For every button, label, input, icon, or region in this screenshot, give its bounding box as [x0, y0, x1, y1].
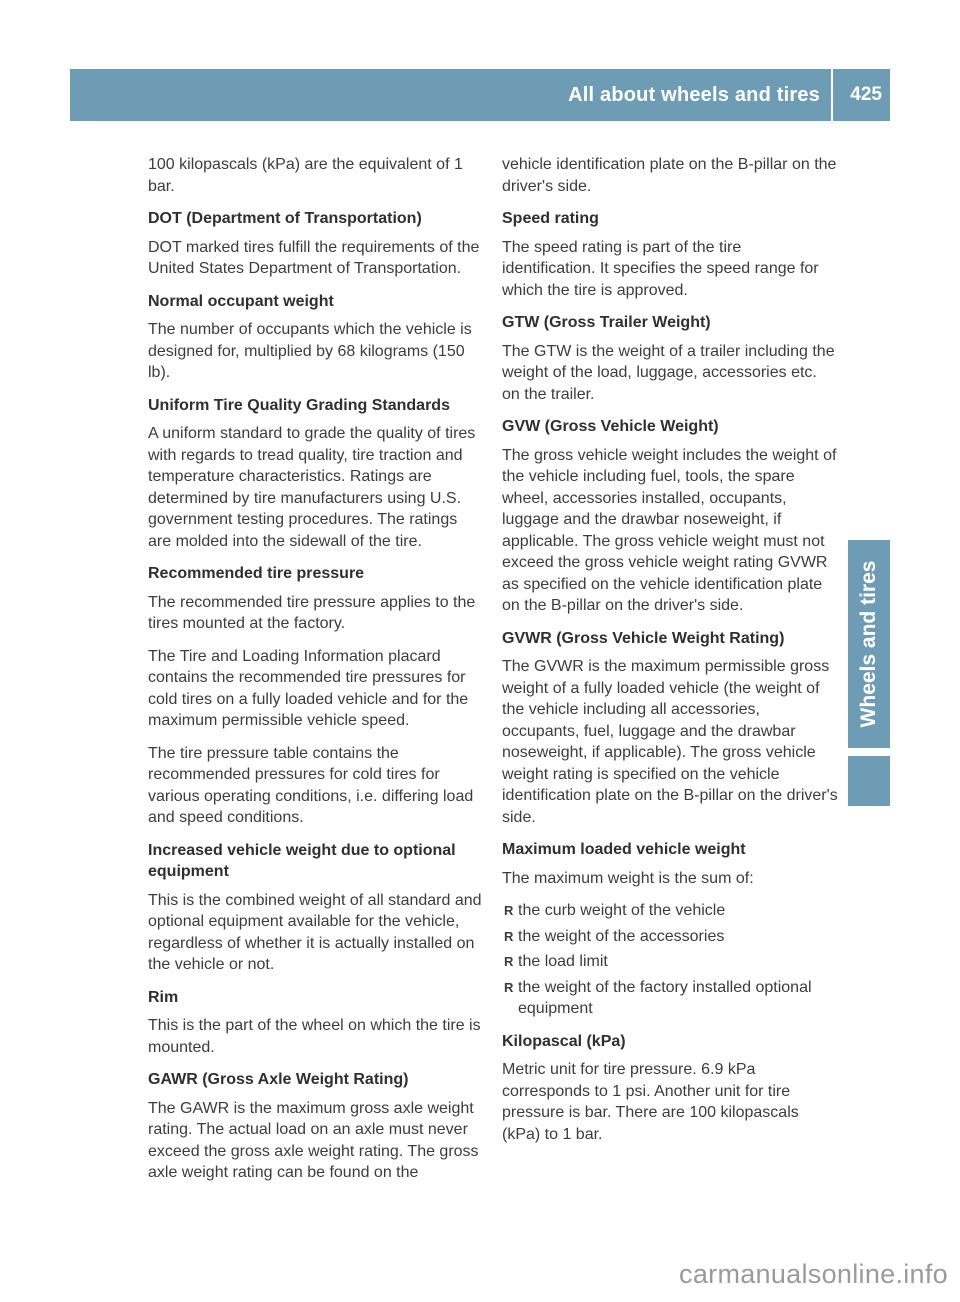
- section-gvwr-gross-vehicle-weight-rating: [502, 628, 838, 829]
- intro-paragraph: vehicle identification plate on the B-pillar on the driver's side.: [502, 156, 837, 195]
- section-heading: DOT (Department of Transportation): [148, 210, 422, 227]
- body-paragraph: The recommended tire pressure applies to the tires mounted at the factory.: [148, 593, 476, 632]
- section-gawr-gross-axle-weight-rating: [148, 1069, 484, 1184]
- section-heading: GTW (Gross Trailer Weight): [502, 314, 711, 331]
- chapter-tab: [848, 540, 890, 748]
- section-heading: GVW (Gross Vehicle Weight): [502, 418, 719, 435]
- section-heading: Uniform Tire Quality Grading Standards: [148, 396, 450, 414]
- section-heading: Rim: [148, 988, 179, 1006]
- list-item: R the weight of the accessories: [502, 926, 838, 948]
- body-paragraph: Metric unit for tire pressure. 6.9 kPa corresponds to 1 psi. Another unit for tire pressure is bar. There are 100 kilopascals (kPa) to 1 bar.: [502, 1061, 799, 1143]
- section-heading: GVWR (Gross Vehicle Weight Rating): [502, 629, 785, 647]
- section-gtw-gross-trailer-weight: [502, 312, 838, 405]
- chapter-tab-marker: [848, 756, 890, 806]
- body-paragraph: The GVWR is the maximum permissible gross weight of a fully loaded vehicle (the weight of the vehicle including all accessories, occupants, fuel, luggage and the drawbar noseweight, if applicable). The gross vehicle weight rating is specified on the vehicle identification plate on the B-pillar on the driver's side.: [502, 658, 838, 826]
- intro-paragraph: 100 kilopascals (kPa) are the equivalent of 1 bar.: [148, 156, 463, 195]
- section-kilopascal-kpa: [502, 1031, 838, 1146]
- section-rim: [148, 987, 484, 1059]
- body-paragraph: The number of occupants which the vehicle is designed for, multiplied by 68 kilograms (150 lb).: [148, 321, 472, 381]
- section-title: All about wheels and tires: [568, 84, 820, 106]
- section-heading: Recommended tire pressure: [148, 565, 365, 582]
- body-paragraph: The Tire and Loading Information placard contains the recommended tire pressures for cold tires on a fully loaded vehicle and for the maximum permissible vehicle speed.: [148, 647, 469, 729]
- section-increased-vehicle-weight-due-to-optional-equipment: [148, 840, 484, 976]
- body-paragraph: The gross vehicle weight includes the weight of the vehicle including fuel, tools, the spare wheel, accessories installed, occupants, luggage and the drawbar noseweight, if applicable. The gross vehicle weight must not exceed the gross vehicle weight rating GVWR as specified on the vehicle identification plate on the B-pillar on the driver's side.: [502, 446, 837, 614]
- section-normal-occupant-weight: [148, 291, 484, 384]
- list-item: R the curb weight of the vehicle: [502, 900, 838, 922]
- section-uniform-tire-quality-grading-standards: [148, 395, 484, 553]
- section-heading: Normal occupant weight: [148, 292, 334, 310]
- section-heading: Kilopascal (kPa): [502, 1032, 626, 1050]
- section-dot-department-of-transportation: [148, 208, 484, 280]
- body-paragraph: DOT marked tires fulfill the requirements of the United States Department of Transportation.: [148, 238, 480, 277]
- chapter-tab-label: Wheels and tires: [857, 560, 880, 728]
- section-heading: Maximum loaded vehicle weight: [502, 841, 746, 858]
- right-column: [502, 154, 838, 1156]
- section-speed-rating: [502, 208, 838, 301]
- section-recommended-tire-pressure: [148, 563, 484, 829]
- list-item: R the weight of the factory installed optional equipment: [502, 977, 838, 1020]
- section-gvw-gross-vehicle-weight: [502, 416, 838, 617]
- left-column: [148, 154, 484, 1195]
- body-paragraph: The tire pressure table contains the recommended pressures for cold tires for various operating conditions, i.e. differing load and speed conditions.: [148, 744, 474, 826]
- body-paragraph: The GAWR is the maximum gross axle weight rating. The actual load on an axle must never exceed the gross axle weight rating. The gross axle weight rating can be found on the: [148, 1099, 479, 1181]
- body-paragraph: This is the part of the wheel on which the tire is mounted.: [148, 1017, 481, 1056]
- section-heading: GAWR (Gross Axle Weight Rating): [148, 1071, 409, 1088]
- body-paragraph: The speed rating is part of the tire identification. It specifies the speed range for which the tire is approved.: [502, 238, 819, 299]
- section-maximum-loaded-vehicle-weight: [502, 839, 838, 1020]
- body-paragraph: The maximum weight is the sum of:: [502, 869, 754, 887]
- list-item: R the load limit: [502, 951, 838, 973]
- body-paragraph: The GTW is the weight of a trailer including the weight of the load, luggage, accessories etc. on the trailer.: [502, 342, 835, 403]
- section-heading: Increased vehicle weight due to optional equipment: [148, 841, 456, 880]
- bullet-list: [502, 900, 838, 1020]
- page-number: 425: [850, 84, 882, 105]
- body-paragraph: A uniform standard to grade the quality of tires with regards to tread quality, tire traction and temperature characteristics. Ratings are determined by tire manufacturers using U.S. government testing procedures. The ratings are molded into the sidewall of the tire.: [148, 425, 476, 550]
- section-heading: Speed rating: [502, 210, 599, 227]
- body-paragraph: This is the combined weight of all standard and optional equipment available for the vehicle, regardless of whether it is actually installed on the vehicle or not.: [148, 891, 482, 973]
- watermark: carmanualsonline.info: [679, 1259, 948, 1289]
- page-header: [70, 69, 890, 121]
- header-divider: [831, 69, 833, 121]
